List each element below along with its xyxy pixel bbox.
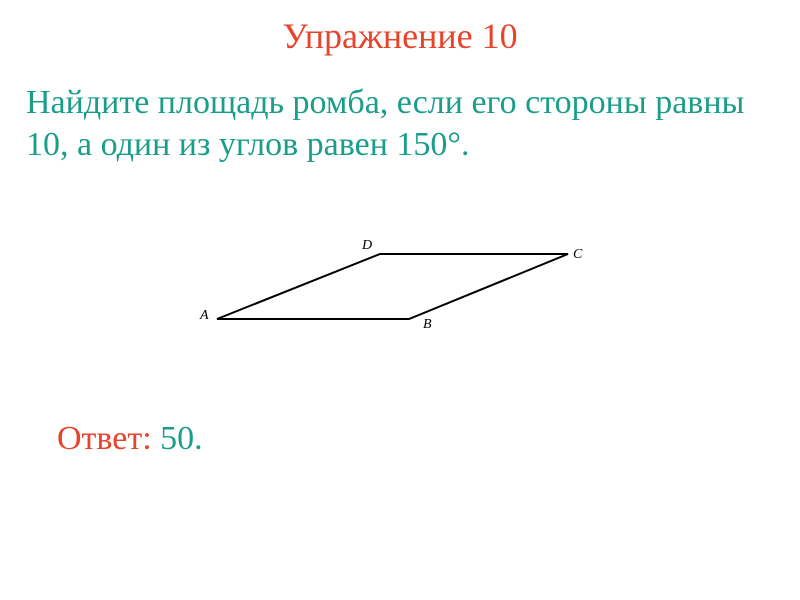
problem-line-2: 10, а один из углов равен 150°. xyxy=(26,126,470,163)
vertex-label-d: D xyxy=(362,238,373,253)
answer-value: 50. xyxy=(160,420,203,457)
vertex-label-c: C xyxy=(573,247,583,262)
vertex-label-b: B xyxy=(423,317,432,332)
answer-label: Ответ: xyxy=(57,420,152,457)
slide-title: Упражнение 10 xyxy=(282,16,518,56)
problem-line-1: Найдите площадь ромба, если его стороны равны xyxy=(26,84,745,121)
answer xyxy=(57,418,203,460)
rhombus-shape xyxy=(217,254,568,319)
vertex-label-a: A xyxy=(200,308,209,323)
